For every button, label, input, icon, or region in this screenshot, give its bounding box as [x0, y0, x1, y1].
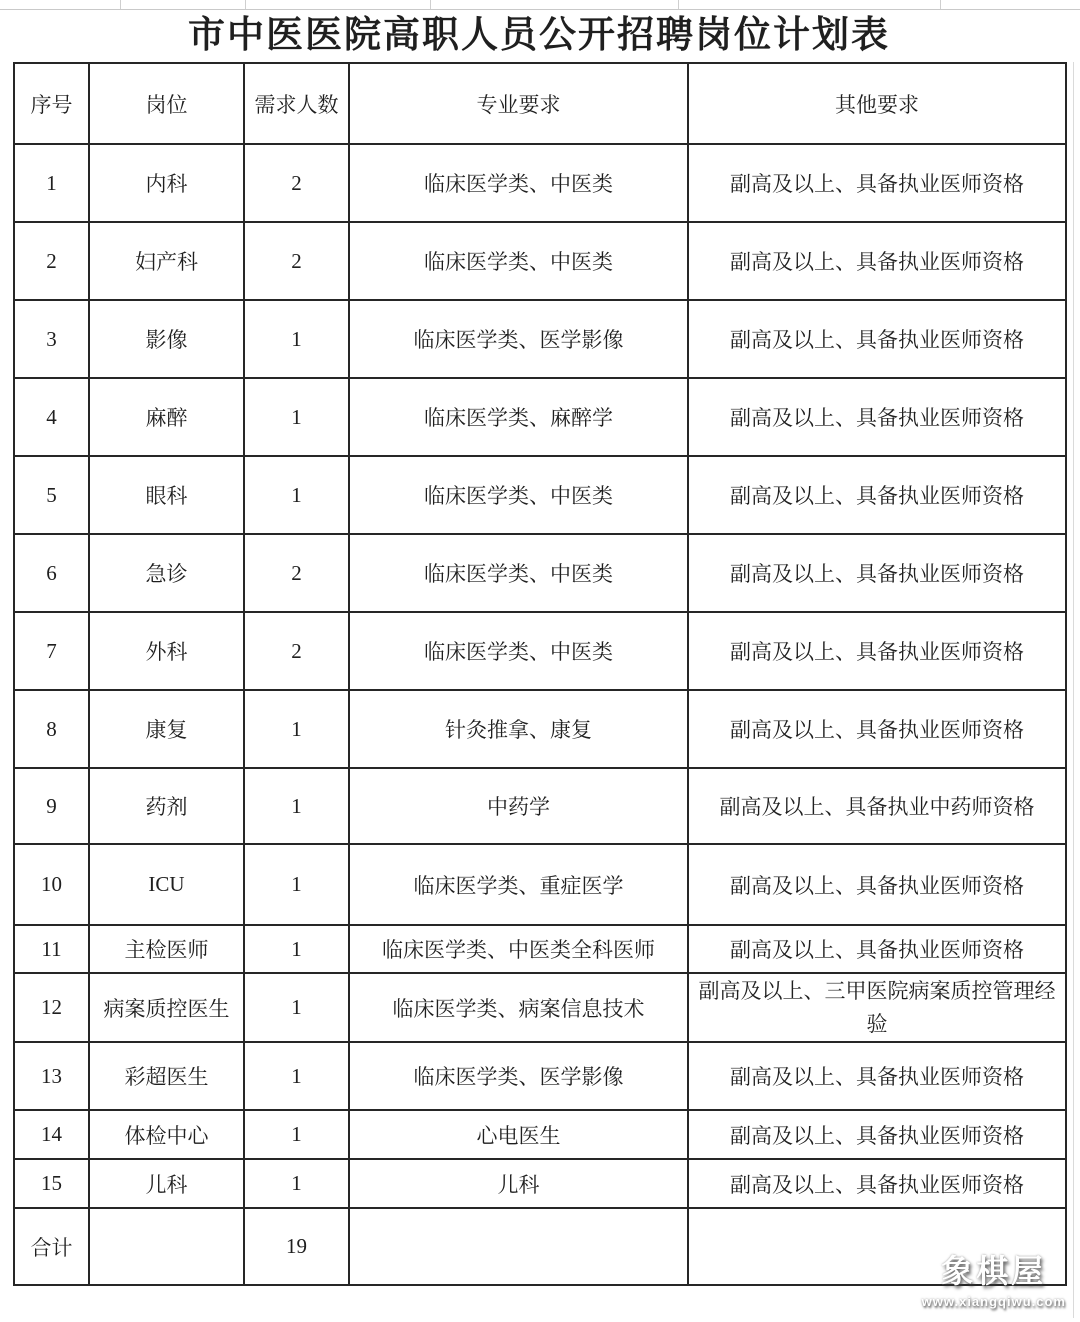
- cell-major: 中药学: [349, 768, 688, 844]
- cell-position: 体检中心: [89, 1110, 244, 1159]
- cell-count: 2: [244, 144, 349, 222]
- cell-major: 儿科: [349, 1159, 688, 1208]
- cell-no: 15: [14, 1159, 89, 1208]
- table-row: [14, 222, 1066, 300]
- cell-other: 副高及以上、具备执业中药师资格: [688, 768, 1066, 844]
- cell-no: 6: [14, 534, 89, 612]
- header-major: 专业要求: [349, 63, 688, 144]
- cell-no: 12: [14, 973, 89, 1042]
- total-major-empty: [349, 1208, 688, 1285]
- cell-count: 1: [244, 690, 349, 768]
- cell-no: 2: [14, 222, 89, 300]
- cell-position: 主检医师: [89, 925, 244, 973]
- cell-other: 副高及以上、具备执业医师资格: [688, 222, 1066, 300]
- table-row: [14, 378, 1066, 456]
- cell-position: 内科: [89, 144, 244, 222]
- cell-major: 临床医学类、麻醉学: [349, 378, 688, 456]
- header-no: 序号: [14, 63, 89, 144]
- cell-no: 7: [14, 612, 89, 690]
- table-row: [14, 534, 1066, 612]
- cell-other: 副高及以上、具备执业医师资格: [688, 534, 1066, 612]
- table-row: [14, 456, 1066, 534]
- cell-no: 9: [14, 768, 89, 844]
- cell-no: 5: [14, 456, 89, 534]
- cell-count: 1: [244, 378, 349, 456]
- cell-count: 1: [244, 1159, 349, 1208]
- cell-other: 副高及以上、具备执业医师资格: [688, 300, 1066, 378]
- table-row: [14, 1042, 1066, 1110]
- cell-count: 1: [244, 300, 349, 378]
- cell-other: 副高及以上、具备执业医师资格: [688, 1159, 1066, 1208]
- cell-count: 1: [244, 973, 349, 1042]
- total-position-empty: [89, 1208, 244, 1285]
- cell-no: 14: [14, 1110, 89, 1159]
- cell-major: 临床医学类、中医类: [349, 144, 688, 222]
- watermark-site-url: www.xiangqiwu.com: [921, 1294, 1066, 1309]
- total-count: 19: [244, 1208, 349, 1285]
- table-row: [14, 690, 1066, 768]
- cell-other: 副高及以上、具备执业医师资格: [688, 1110, 1066, 1159]
- cell-count: 1: [244, 768, 349, 844]
- cell-count: 2: [244, 222, 349, 300]
- total-label: 合计: [14, 1208, 89, 1285]
- table-header-row: [14, 63, 1066, 144]
- recruitment-table: [13, 62, 1067, 1286]
- cell-major: 心电医生: [349, 1110, 688, 1159]
- cell-no: 11: [14, 925, 89, 973]
- table-row: [14, 973, 1066, 1042]
- cell-major: 临床医学类、中医类: [349, 534, 688, 612]
- table-row: [14, 300, 1066, 378]
- cell-other: 副高及以上、具备执业医师资格: [688, 144, 1066, 222]
- cell-count: 2: [244, 612, 349, 690]
- cell-position: ICU: [89, 844, 244, 925]
- cell-position: 彩超医生: [89, 1042, 244, 1110]
- cell-other: 副高及以上、具备执业医师资格: [688, 690, 1066, 768]
- cell-position: 康复: [89, 690, 244, 768]
- cell-other: 副高及以上、具备执业医师资格: [688, 612, 1066, 690]
- watermark: [922, 1246, 1066, 1309]
- table-row: [14, 144, 1066, 222]
- cell-major: 临床医学类、中医类: [349, 612, 688, 690]
- table-row: [14, 844, 1066, 925]
- cell-position: 病案质控医生: [89, 973, 244, 1042]
- right-grid-artifact: [1073, 62, 1074, 1318]
- header-position: 岗位: [89, 63, 244, 144]
- cell-other: 副高及以上、具备执业医师资格: [688, 925, 1066, 973]
- cell-position: 影像: [89, 300, 244, 378]
- cell-other: 副高及以上、具备执业医师资格: [688, 844, 1066, 925]
- cell-major: 临床医学类、医学影像: [349, 300, 688, 378]
- cell-position: 麻醉: [89, 378, 244, 456]
- page-title: 市中医医院高职人员公开招聘岗位计划表: [188, 15, 890, 56]
- cell-position: 外科: [89, 612, 244, 690]
- table-row: [14, 1159, 1066, 1208]
- cell-count: 1: [244, 925, 349, 973]
- table-row: [14, 925, 1066, 973]
- header-count: 需求人数: [244, 63, 349, 144]
- watermark-site-name: 象棋屋: [941, 1253, 1047, 1289]
- table-row: [14, 612, 1066, 690]
- cell-count: 2: [244, 534, 349, 612]
- cell-position: 儿科: [89, 1159, 244, 1208]
- table-row: [14, 1110, 1066, 1159]
- cell-count: 1: [244, 844, 349, 925]
- table-row: [14, 768, 1066, 844]
- cell-position: 急诊: [89, 534, 244, 612]
- cell-major: 临床医学类、病案信息技术: [349, 973, 688, 1042]
- cell-major: 临床医学类、重症医学: [349, 844, 688, 925]
- cell-no: 10: [14, 844, 89, 925]
- cell-no: 8: [14, 690, 89, 768]
- cell-other: 副高及以上、三甲医院病案质控管理经验: [688, 973, 1066, 1042]
- cell-count: 1: [244, 1110, 349, 1159]
- cell-count: 1: [244, 456, 349, 534]
- cell-no: 3: [14, 300, 89, 378]
- cell-other: 副高及以上、具备执业医师资格: [688, 1042, 1066, 1110]
- cell-no: 13: [14, 1042, 89, 1110]
- cell-no: 1: [14, 144, 89, 222]
- cell-major: 临床医学类、中医类全科医师: [349, 925, 688, 973]
- header-other: 其他要求: [688, 63, 1066, 144]
- cell-position: 药剂: [89, 768, 244, 844]
- cell-major: 临床医学类、中医类: [349, 456, 688, 534]
- cell-other: 副高及以上、具备执业医师资格: [688, 456, 1066, 534]
- cell-major: 针灸推拿、康复: [349, 690, 688, 768]
- cell-count: 1: [244, 1042, 349, 1110]
- cell-major: 临床医学类、中医类: [349, 222, 688, 300]
- cell-position: 眼科: [89, 456, 244, 534]
- cell-position: 妇产科: [89, 222, 244, 300]
- cell-no: 4: [14, 378, 89, 456]
- total-row: [14, 1208, 1066, 1285]
- cell-other: 副高及以上、具备执业医师资格: [688, 378, 1066, 456]
- cell-major: 临床医学类、医学影像: [349, 1042, 688, 1110]
